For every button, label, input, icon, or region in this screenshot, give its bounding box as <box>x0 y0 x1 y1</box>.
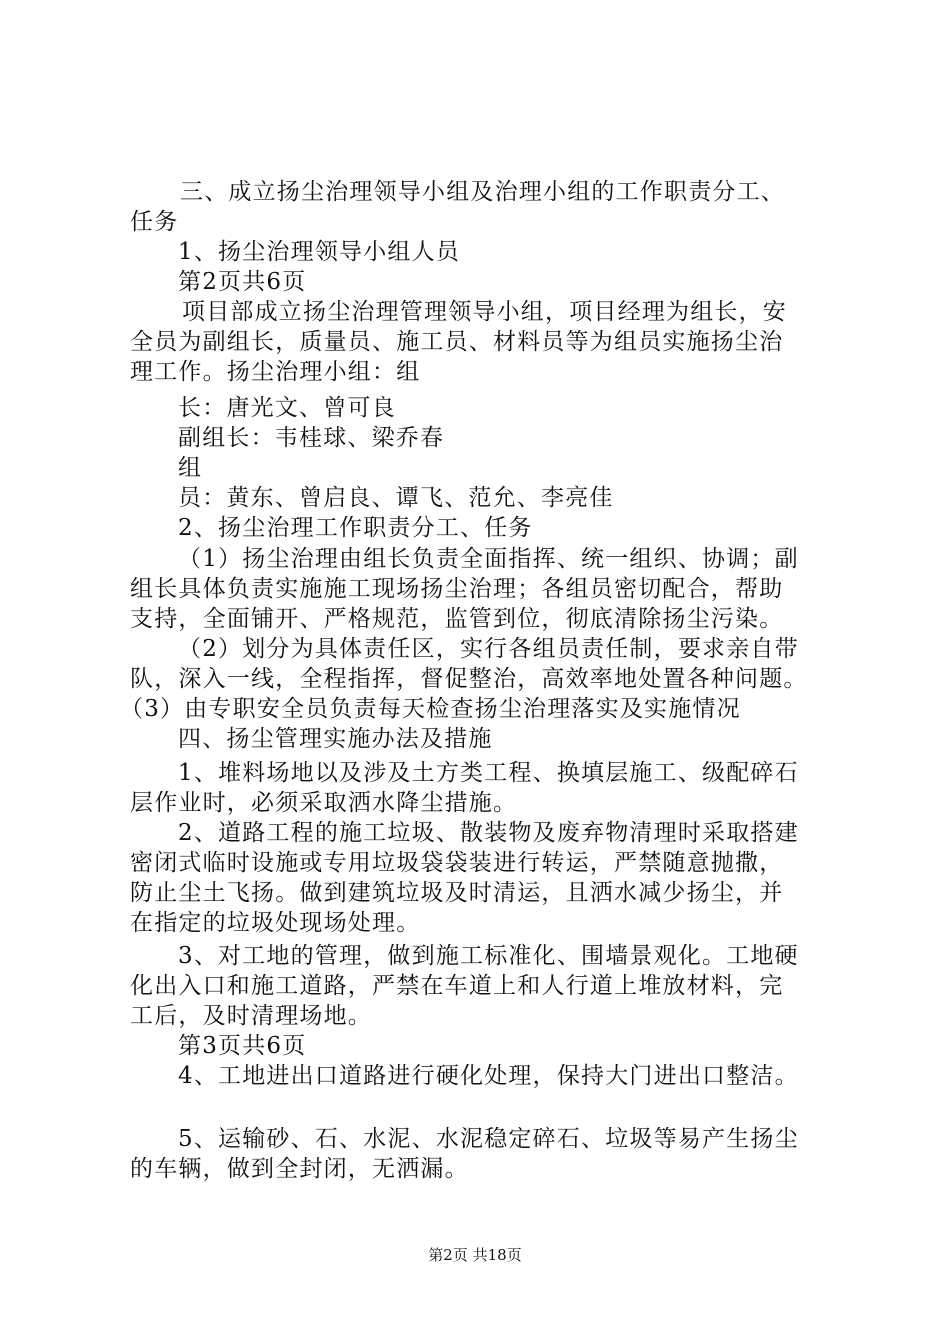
text-line: 1、扬尘治理领导小组人员 <box>178 239 461 265</box>
text-line: 项目部成立扬尘治理管理领导小组，项目经理为组长，安 <box>182 299 787 325</box>
text-line: 密闭式临时设施或专用垃圾袋袋装进行转运，严禁随意抛撒， <box>130 850 784 876</box>
text-line: 5、运输砂、石、水泥、水泥稳定碎石、垃圾等易产生扬尘 <box>178 1126 799 1152</box>
text-line: 2、扬尘治理工作职责分工、任务 <box>178 515 533 541</box>
text-line: 长：唐光文、曾可良 <box>178 395 396 421</box>
inline-page-marker: 第3页共6页 <box>178 1033 307 1059</box>
text-line: 防止尘土飞扬。做到建筑垃圾及时清运，且洒水减少扬尘，并 <box>130 880 784 906</box>
text-line: 层作业时，必须采取洒水降尘措施。 <box>130 790 518 816</box>
text-line: 理工作。扬尘治理小组：组 <box>130 359 421 385</box>
text-line: （1）扬尘治理由组长负责全面指挥、统一组织、协调；副 <box>178 546 799 572</box>
text-line: 支持，全面铺开、严格规范，监管到位，彻底清除扬尘污染。 <box>130 606 784 632</box>
section-heading-4: 四、扬尘管理实施办法及措施 <box>178 726 493 752</box>
text-line: 在指定的垃圾处现场处理。 <box>130 910 421 936</box>
text-line: 工后，及时清理场地。 <box>130 1003 372 1029</box>
inline-page-marker: 第2页共6页 <box>178 269 307 295</box>
text-line: （3）由专职安全员负责每天检查扬尘治理落实及实施情况 <box>120 696 741 722</box>
text-line: 任务 <box>130 209 179 235</box>
text-line: 队，深入一线，全程指挥，督促整治，高效率地处置各种问题。 <box>130 666 808 692</box>
text-line: 1、堆料场地以及涉及土方类工程、换填层施工、级配碎石 <box>178 760 799 786</box>
text-line: 的车辆，做到全封闭，无洒漏。 <box>130 1156 469 1182</box>
text-line: 2、道路工程的施工垃圾、散装物及废弃物清理时采取搭建 <box>178 820 799 846</box>
text-line: 副组长：韦桂球、梁乔春 <box>178 425 445 451</box>
text-line: 组 <box>178 455 203 481</box>
section-heading-3: 三、成立扬尘治理领导小组及治理小组的工作职责分工、 <box>180 179 785 205</box>
text-line: 化出入口和施工道路，严禁在车道上和人行道上堆放材料，完 <box>130 973 784 999</box>
text-line: 员：黄东、曾启良、谭飞、范允、李亮佳 <box>178 485 614 511</box>
text-line: 组长具体负责实施施工现场扬尘治理；各组员密切配合，帮助 <box>130 576 784 602</box>
page-footer: 第2页 共18页 <box>428 1246 522 1264</box>
text-line: 3、对工地的管理，做到施工标准化、围墙景观化。工地硬 <box>178 943 799 969</box>
text-line: 4、工地进出口道路进行硬化处理，保持大门进出口整洁。 <box>178 1063 799 1089</box>
text-line: 全员为副组长，质量员、施工员、材料员等为组员实施扬尘治 <box>130 329 784 355</box>
text-line: （2）划分为具体责任区，实行各组员责任制，要求亲自带 <box>178 636 799 662</box>
